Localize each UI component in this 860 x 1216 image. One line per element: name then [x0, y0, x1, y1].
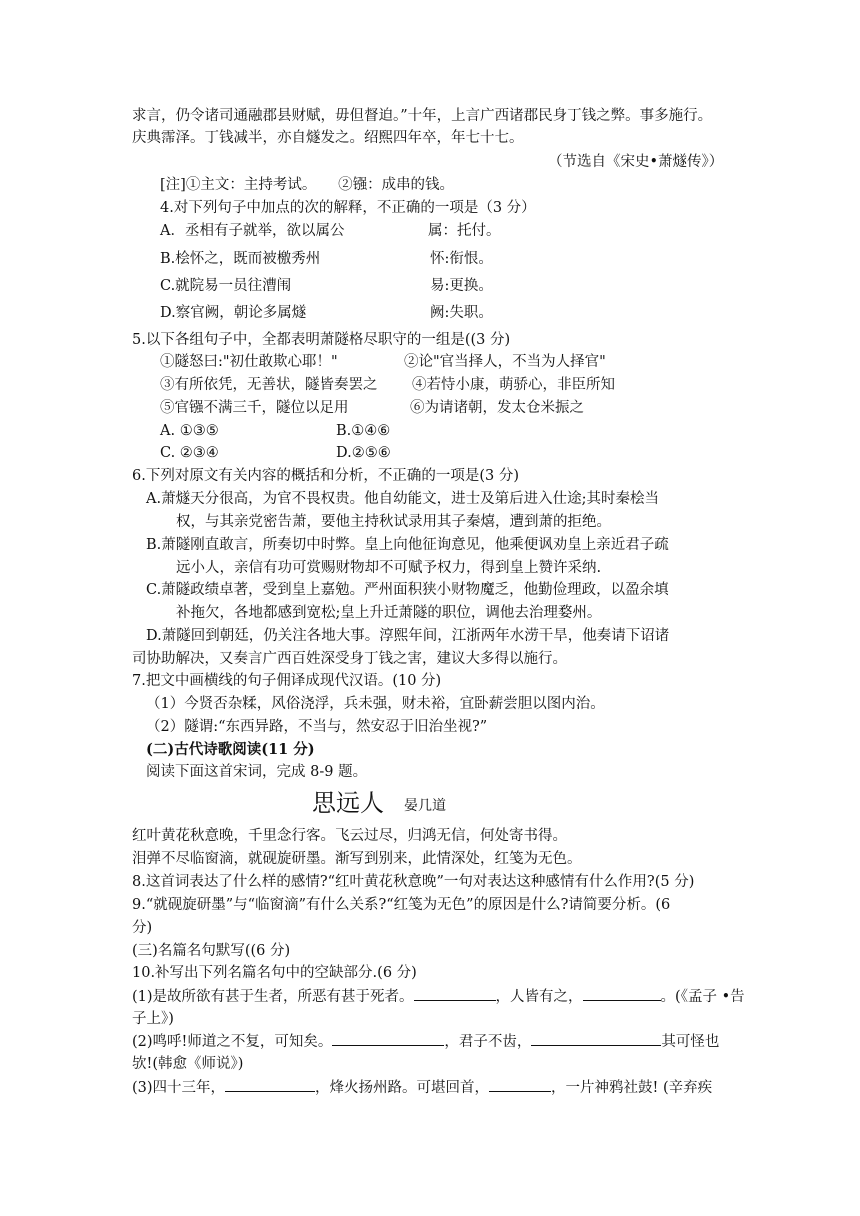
q10-item-3: [132, 1077, 712, 1098]
q5-item: ③有所依凭，无善状，隧皆奏罢之: [160, 377, 378, 393]
q10-text: (2)鸣呼!师道之不复，可知矣。: [132, 1034, 333, 1050]
q10-text: ，烽火扬州路。可堪回首，: [315, 1080, 490, 1096]
q10-text: ，一片神鸦社鼓! (辛弃疾: [551, 1080, 713, 1096]
q6-option: C.萧隧政绩卓著，受到皇上嘉勉。严州面积狭小财物魔乏，他勤俭理政，以盈余填: [146, 582, 669, 598]
q5-stem: 5.以下各组句子中，全都表明萧隧格尽职守的一组是((3 分): [132, 332, 511, 348]
q10-item-2: [132, 1031, 719, 1052]
q4-option-sentence: A．丞相有子就举，欲以属公: [160, 223, 345, 239]
passage-line: 庆典霈泽。丁钱减半，亦自燧发之。绍熙四年卒，年七十七。: [132, 130, 524, 146]
q6-option: B.萧隧刚直敢言，所奏切中时弊。皇上向他征询意见，他乘便讽劝皇上亲近君子疏: [146, 537, 669, 553]
q5-answer: A. ①③⑤: [160, 423, 219, 439]
q4-option-gloss: 易:更换。: [430, 278, 493, 294]
q10-text: (1)是故所欲有甚于生者，所恶有甚于死者。: [132, 989, 414, 1005]
q7-sentence: （2）隧谓:“东西异路，不当与，然安忍于旧治坐视?”: [146, 719, 488, 735]
q10-stem: 10.补写出下列名篇名句中的空缺部分.(6 分): [132, 965, 417, 981]
passage-line: 求言，仍令诸司通融郡县财赋，毋但督迫。”十年，上言广西诸郡民身丁钱之弊。事多施行。: [132, 108, 713, 124]
q10-item-1: [132, 986, 745, 1007]
q4-option-sentence: B.桧怀之，既而被檄秀州: [160, 251, 321, 267]
poem-line: 泪弹不尽临窗滴，就砚旋研墨。渐写到别来，此情深处，红笺为无色。: [132, 851, 582, 867]
q9-stem: 9.“就砚旋研墨”与“临窗滴”有什么关系?“红笺为无色”的原因是什么?请简要分析。(6: [132, 897, 671, 913]
q4-option-gloss: 阙:失职。: [430, 305, 493, 321]
q4-option-sentence: C.就院易一员往漕闱: [160, 278, 292, 294]
answer-blank[interactable]: [583, 986, 661, 1001]
q5-answer: C. ②③④: [160, 445, 219, 461]
q6-option: D.萧隧回到朝廷，仍关注各地大事。淳熙年间，江浙两年水涝干旱，他奏请下诏诸: [146, 628, 670, 644]
section-heading: (三)名篇名句默写((6 分): [132, 943, 291, 959]
q8-stem: 8.这首词表达了什么样的感情?“红叶黄花秋意晚”一句对表达这种感情有什么作用?(5 分): [132, 874, 695, 890]
q7-stem: 7.把文中画横线的句子佣译成现代汉语。(10 分): [132, 673, 442, 689]
q5-answer: B.①④⑥: [336, 423, 391, 439]
answer-blank[interactable]: [489, 1077, 551, 1092]
answer-blank[interactable]: [531, 1031, 661, 1046]
q4-option-gloss: 怀:衔恨。: [430, 251, 493, 267]
q4-option-gloss: 属：托付。: [428, 223, 501, 239]
q5-item: ②论"官当择人，不当为人择官": [404, 354, 606, 370]
q7-sentence: （1）今贤否杂糅，风俗浇浮，兵未强，财未裕，宜卧薪尝胆以图内治。: [146, 696, 605, 712]
q10-text: ，人皆有之，: [495, 989, 583, 1005]
q5-item: ⑤官镪不满三千，隧位以足用: [160, 400, 349, 416]
answer-blank[interactable]: [414, 986, 496, 1001]
passage-note: [注]①主文：主持考试。 ②镪：成串的钱。: [160, 177, 455, 193]
poem-line: 红叶黄花秋意晚，千里念行客。飞云过尽，归鸿无信，何处寄书得。: [132, 828, 567, 844]
poem-title: 思远人: [312, 789, 384, 817]
q6-option: A.萧燧天分很高，为官不畏权贵。他自幼能文，进士及第后进入仕途;其时秦桧当: [146, 491, 659, 507]
q6-stem: 6.下列对原文有关内容的概括和分析，不正确的一项是(3 分): [132, 468, 519, 484]
q5-item: ⑥为请诸朝，发太仓米振之: [410, 400, 584, 416]
q10-item-1-cont: 子上》): [132, 1011, 174, 1027]
q10-text: 其可怪也: [661, 1034, 720, 1050]
section-intro: 阅读下面这首宋词，完成 8-9 题。: [146, 764, 368, 780]
q4-option-sentence: D.察官阙，朝论多属燧: [160, 305, 307, 321]
q5-item: ④若恃小康，萌骄心，非臣所知: [412, 377, 615, 393]
q5-answer: D.②⑤⑥: [336, 445, 391, 461]
answer-blank[interactable]: [225, 1077, 315, 1092]
q10-text: ，君子不齿，: [444, 1034, 532, 1050]
q10-item-2-cont: 欤!(韩愈《师说》): [132, 1056, 244, 1072]
answer-blank[interactable]: [332, 1031, 444, 1046]
q4-stem: 4.对下列句子中加点的次的解释，不正确的一项是（3 分）: [160, 200, 536, 216]
q10-text: 。(《孟子 •告: [660, 989, 745, 1005]
q6-option-cont: 司协助解决，又奏言广西百姓深受身丁钱之害，建议大多得以施行。: [132, 651, 567, 667]
q10-text: (3)四十三年，: [132, 1080, 226, 1096]
q5-item: ①隧怒曰:"初仕敢欺心耶！": [160, 354, 338, 370]
q9-stem-cont: 分): [132, 920, 153, 936]
q6-option-cont: 远小人，亲信有功可赏赐财物却不可赋予权力，得到皇上赞许采纳.: [176, 560, 602, 576]
q6-option-cont: 补拖欠，各地都感到宽松;皇上升迁萧隧的职位，调他去治理婺州。: [176, 605, 602, 621]
passage-source: （节选自《宋史•萧燧传》）: [548, 154, 724, 170]
poem-author: 晏几道: [404, 798, 446, 814]
q6-option-cont: 权，与其亲党密告萧，要他主持秋试录用其子秦熺，遭到萧的拒绝。: [176, 514, 611, 530]
section-heading: (二)古代诗歌阅读(11 分): [146, 741, 315, 758]
